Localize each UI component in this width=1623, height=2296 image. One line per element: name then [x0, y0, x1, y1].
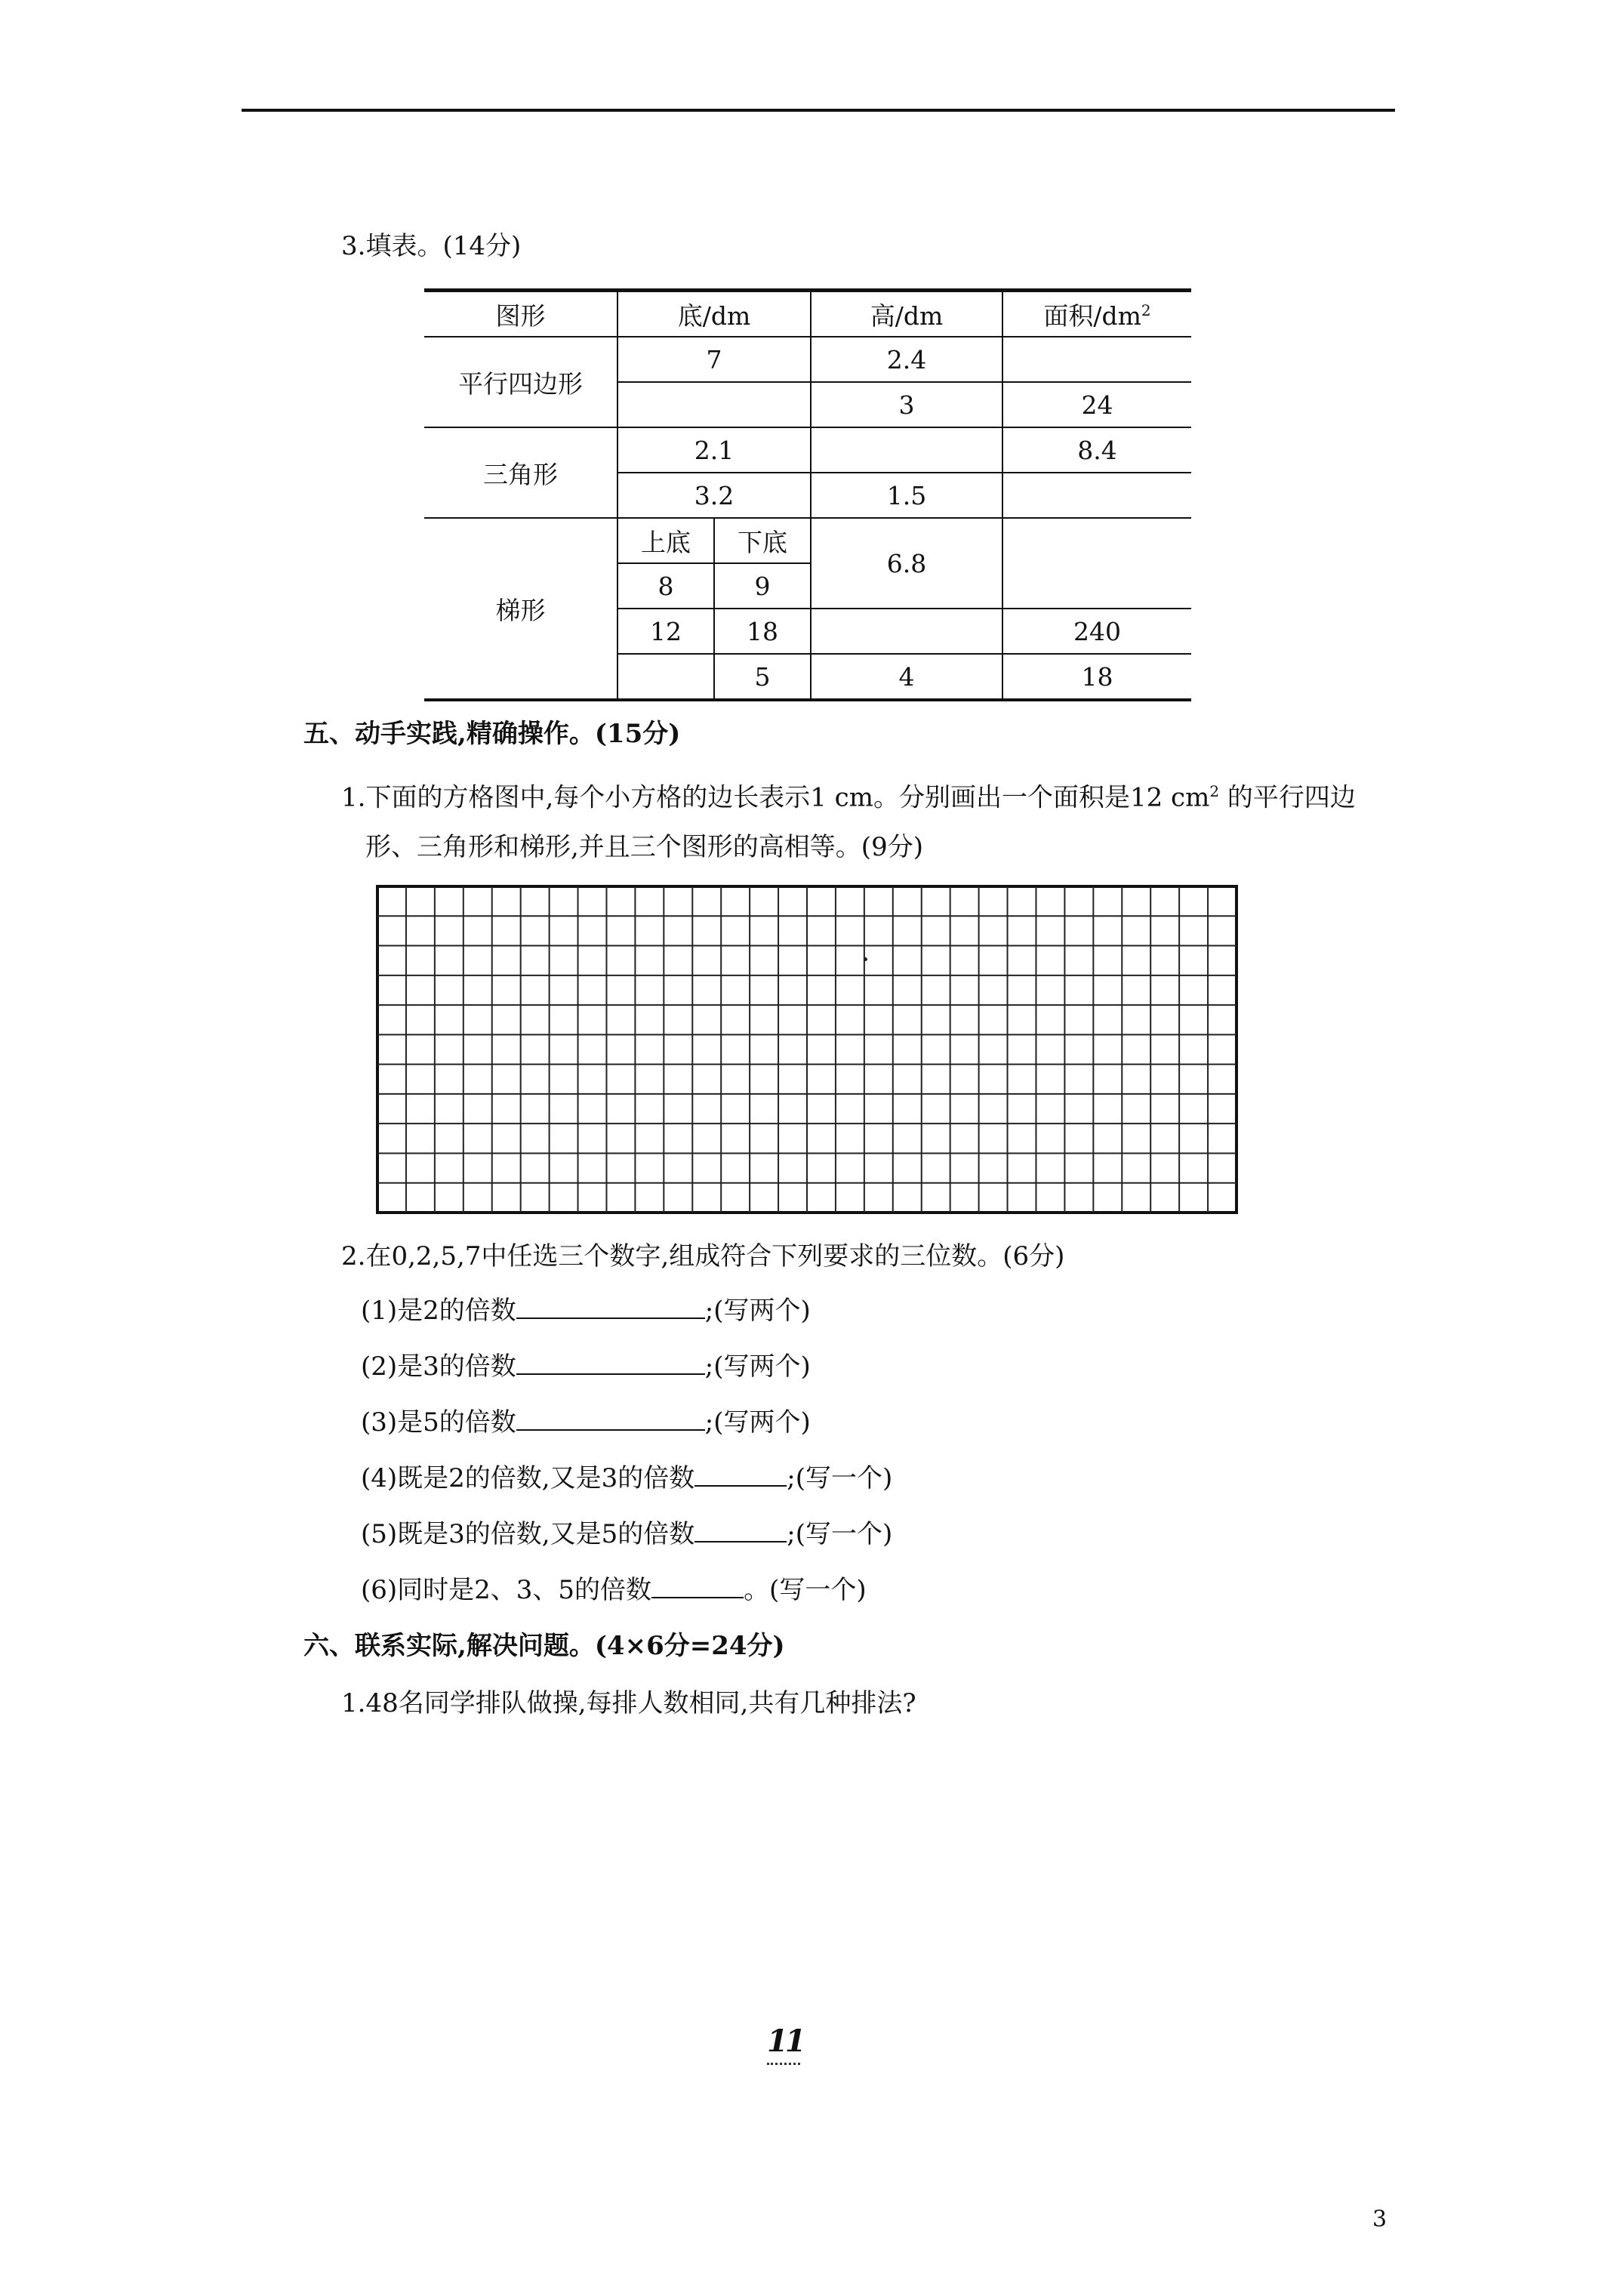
shape-triangle: 三角形: [424, 427, 617, 518]
answer-item-3: [361, 1407, 811, 1438]
header-base: 底/dm: [617, 291, 811, 337]
item-6-tail: 。(写一个): [744, 1575, 867, 1605]
table-row: [424, 518, 1191, 563]
cell-height[interactable]: [811, 427, 1002, 473]
badge-underline: [767, 2057, 800, 2065]
item-5-tail: ;(写一个): [787, 1519, 893, 1549]
cell-lower: 9: [714, 563, 811, 609]
cell-area[interactable]: [1002, 518, 1191, 609]
item-5-text: (5)既是3的倍数,又是5的倍数: [361, 1519, 695, 1549]
cell-area: 240: [1002, 609, 1191, 654]
cell-height[interactable]: [811, 609, 1002, 654]
item-3-text: (3)是5的倍数: [361, 1407, 516, 1438]
section-5-title: 五、动手实践,精确操作。(15分): [303, 719, 681, 749]
section-5-q1-line1: [341, 776, 1356, 812]
page-number: 3: [1372, 2206, 1387, 2233]
header-area: [1002, 291, 1191, 337]
cell-height: 1.5: [811, 473, 1002, 518]
section-5-q2-title: 2.在0,2,5,7中任选三个数字,组成符合下列要求的三位数。(6分): [341, 1241, 1065, 1271]
scan-dot: [864, 957, 867, 961]
cell-base[interactable]: [617, 382, 811, 427]
answer-blank-6[interactable]: [651, 1576, 744, 1598]
answer-item-5: [361, 1519, 892, 1549]
cell-height: 2.4: [811, 337, 1002, 382]
answer-blank-1[interactable]: [516, 1296, 705, 1319]
answer-blank-4[interactable]: [694, 1464, 787, 1487]
answer-item-1: [361, 1296, 811, 1326]
cell-upper[interactable]: [617, 654, 714, 700]
page-badge: 11: [767, 2023, 803, 2059]
answer-item-4: [361, 1463, 892, 1493]
answer-blank-2[interactable]: [516, 1352, 705, 1375]
fill-table: [424, 288, 1191, 701]
cell-base: 3.2: [617, 473, 811, 518]
cell-upper-label: 上底: [617, 518, 714, 563]
item-2-tail: ;(写两个): [704, 1351, 811, 1382]
grid-lines: [376, 885, 1238, 1214]
cell-height: 3: [811, 382, 1002, 427]
item-1-tail: ;(写两个): [704, 1296, 811, 1326]
table-header-row: [424, 291, 1191, 337]
cell-area[interactable]: [1002, 337, 1191, 382]
section-6-q1: 1.48名同学排队做操,每排人数相同,共有几种排法?: [341, 1688, 916, 1718]
cell-area: 18: [1002, 654, 1191, 700]
answer-blank-5[interactable]: [694, 1520, 787, 1542]
header-area-sup: 2: [1141, 300, 1151, 319]
cell-lower: 5: [714, 654, 811, 700]
drawing-grid[interactable]: [376, 885, 1238, 1214]
header-shape: 图形: [424, 291, 617, 337]
q1-line1-tail: 的平行四边: [1219, 782, 1356, 813]
top-rule: [242, 109, 1395, 112]
shape-parallelogram: 平行四边形: [424, 337, 617, 427]
cell-area[interactable]: [1002, 473, 1191, 518]
answer-item-6: [361, 1575, 867, 1605]
q1-line1-text: 1.下面的方格图中,每个小方格的边长表示1 cm。分别画出一个面积是12 cm: [341, 782, 1210, 813]
section-6-title: 六、联系实际,解决问题。(4×6分=24分): [303, 1631, 785, 1661]
cell-height: 6.8: [811, 518, 1002, 609]
cell-base: 2.1: [617, 427, 811, 473]
item-2-text: (2)是3的倍数: [361, 1351, 516, 1382]
item-4-tail: ;(写一个): [787, 1463, 893, 1493]
cell-area: 24: [1002, 382, 1191, 427]
cell-upper: 12: [617, 609, 714, 654]
question-3-title: 3.填表。(14分): [341, 231, 522, 261]
cell-upper: 8: [617, 563, 714, 609]
cell-height: 4: [811, 654, 1002, 700]
answer-item-2: [361, 1351, 811, 1382]
item-3-tail: ;(写两个): [704, 1407, 811, 1438]
q1-line1-sup: 2: [1209, 782, 1220, 800]
answer-blank-3[interactable]: [516, 1408, 705, 1431]
header-height: 高/dm: [811, 291, 1002, 337]
item-6-text: (6)同时是2、3、5的倍数: [361, 1575, 652, 1605]
cell-area: 8.4: [1002, 427, 1191, 473]
item-1-text: (1)是2的倍数: [361, 1296, 516, 1326]
cell-lower: 18: [714, 609, 811, 654]
cell-base: 7: [617, 337, 811, 382]
table-row: [424, 427, 1191, 473]
section-5-q1-line2: 形、三角形和梯形,并且三个图形的高相等。(9分): [365, 832, 923, 862]
header-area-text: 面积/dm: [1043, 300, 1141, 331]
shape-trapezoid: 梯形: [424, 518, 617, 700]
table-row: [424, 337, 1191, 382]
cell-lower-label: 下底: [714, 518, 811, 563]
item-4-text: (4)既是2的倍数,又是3的倍数: [361, 1463, 695, 1493]
